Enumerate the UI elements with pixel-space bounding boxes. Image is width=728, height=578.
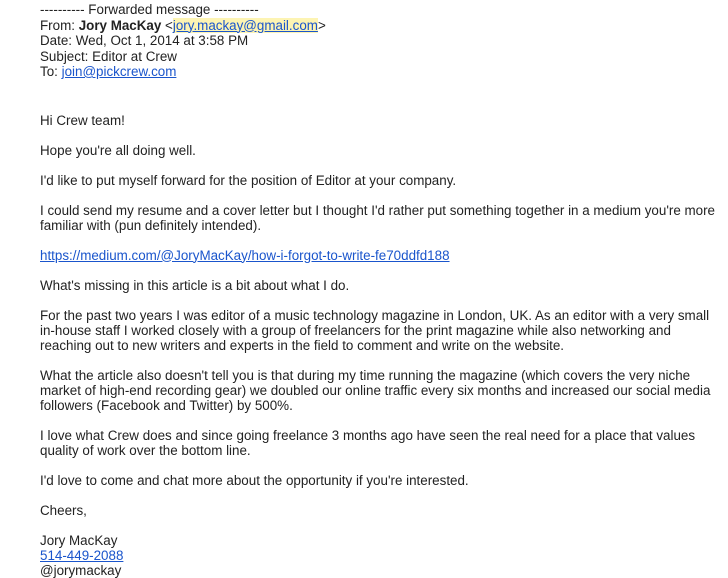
article-link[interactable]: https://medium.com/@JoryMacKay/how-i-forgot-to-write-fe70ddfd188 [40, 247, 450, 263]
paragraph-2: I'd like to put myself forward for the position of Editor at your company. [40, 172, 457, 188]
sender-email-link[interactable]: jory.mackay@gmail.com [172, 17, 318, 33]
to-label: To: [40, 64, 62, 79]
recipient-email-link[interactable]: join@pickcrew.com [61, 64, 177, 79]
from-label: From: [40, 17, 79, 33]
email-open-bracket: < [165, 17, 173, 33]
paragraph-5: For the past two years I was editor of a music technology magazine in London, UK. As an editor with a very small in-house staff I worked closely with a group of freelancers for the print magazine while also networking and reaching out to new writers and experts in the field to comment and write on the website. [40, 307, 710, 353]
paragraph-4: What's missing in this article is a bit about what I do. [40, 277, 350, 293]
signature [40, 533, 720, 578]
paragraph-6: What the article also doesn't tell you is that during my time running the magazine (which covers the very niche market of high-end recording gear) we doubled our online traffic every six months and increased our social media followers (Facebook and Twitter) by 500%. [40, 367, 711, 413]
sender-name: Jory MacKay [78, 17, 162, 33]
closing: Cheers, [40, 502, 87, 518]
paragraph-1: Hope you're all doing well. [40, 142, 196, 158]
subject-line: Subject: Editor at Crew [40, 48, 177, 64]
signature-name: Jory MacKay [40, 532, 118, 548]
paragraph-3: I could send my resume and a cover letter but I thought I'd rather put something together in a medium you're more familiar with (pun definitely intended). [40, 202, 716, 233]
phone-link[interactable]: 514-449-2088 [40, 547, 124, 563]
article-link-paragraph [40, 248, 720, 263]
from-line [40, 18, 720, 34]
email-message [40, 2, 720, 578]
paragraph-7: I love what Crew does and since going freelance 3 months ago have seen the real need for a place that values quality of work over the bottom line. [40, 427, 696, 458]
to-line [40, 64, 720, 80]
signature-phone-line [40, 548, 720, 563]
signature-handle: @jorymackay [40, 562, 122, 578]
forwarded-header [40, 2, 720, 80]
forwarded-line: ---------- Forwarded message ---------- [40, 2, 259, 17]
greeting: Hi Crew team! [40, 112, 125, 128]
date-line: Date: Wed, Oct 1, 2014 at 3:58 PM [40, 33, 249, 48]
paragraph-8: I'd love to come and chat more about the opportunity if you're interested. [40, 472, 469, 488]
email-body [40, 113, 720, 578]
email-close-bracket: > [317, 17, 326, 33]
